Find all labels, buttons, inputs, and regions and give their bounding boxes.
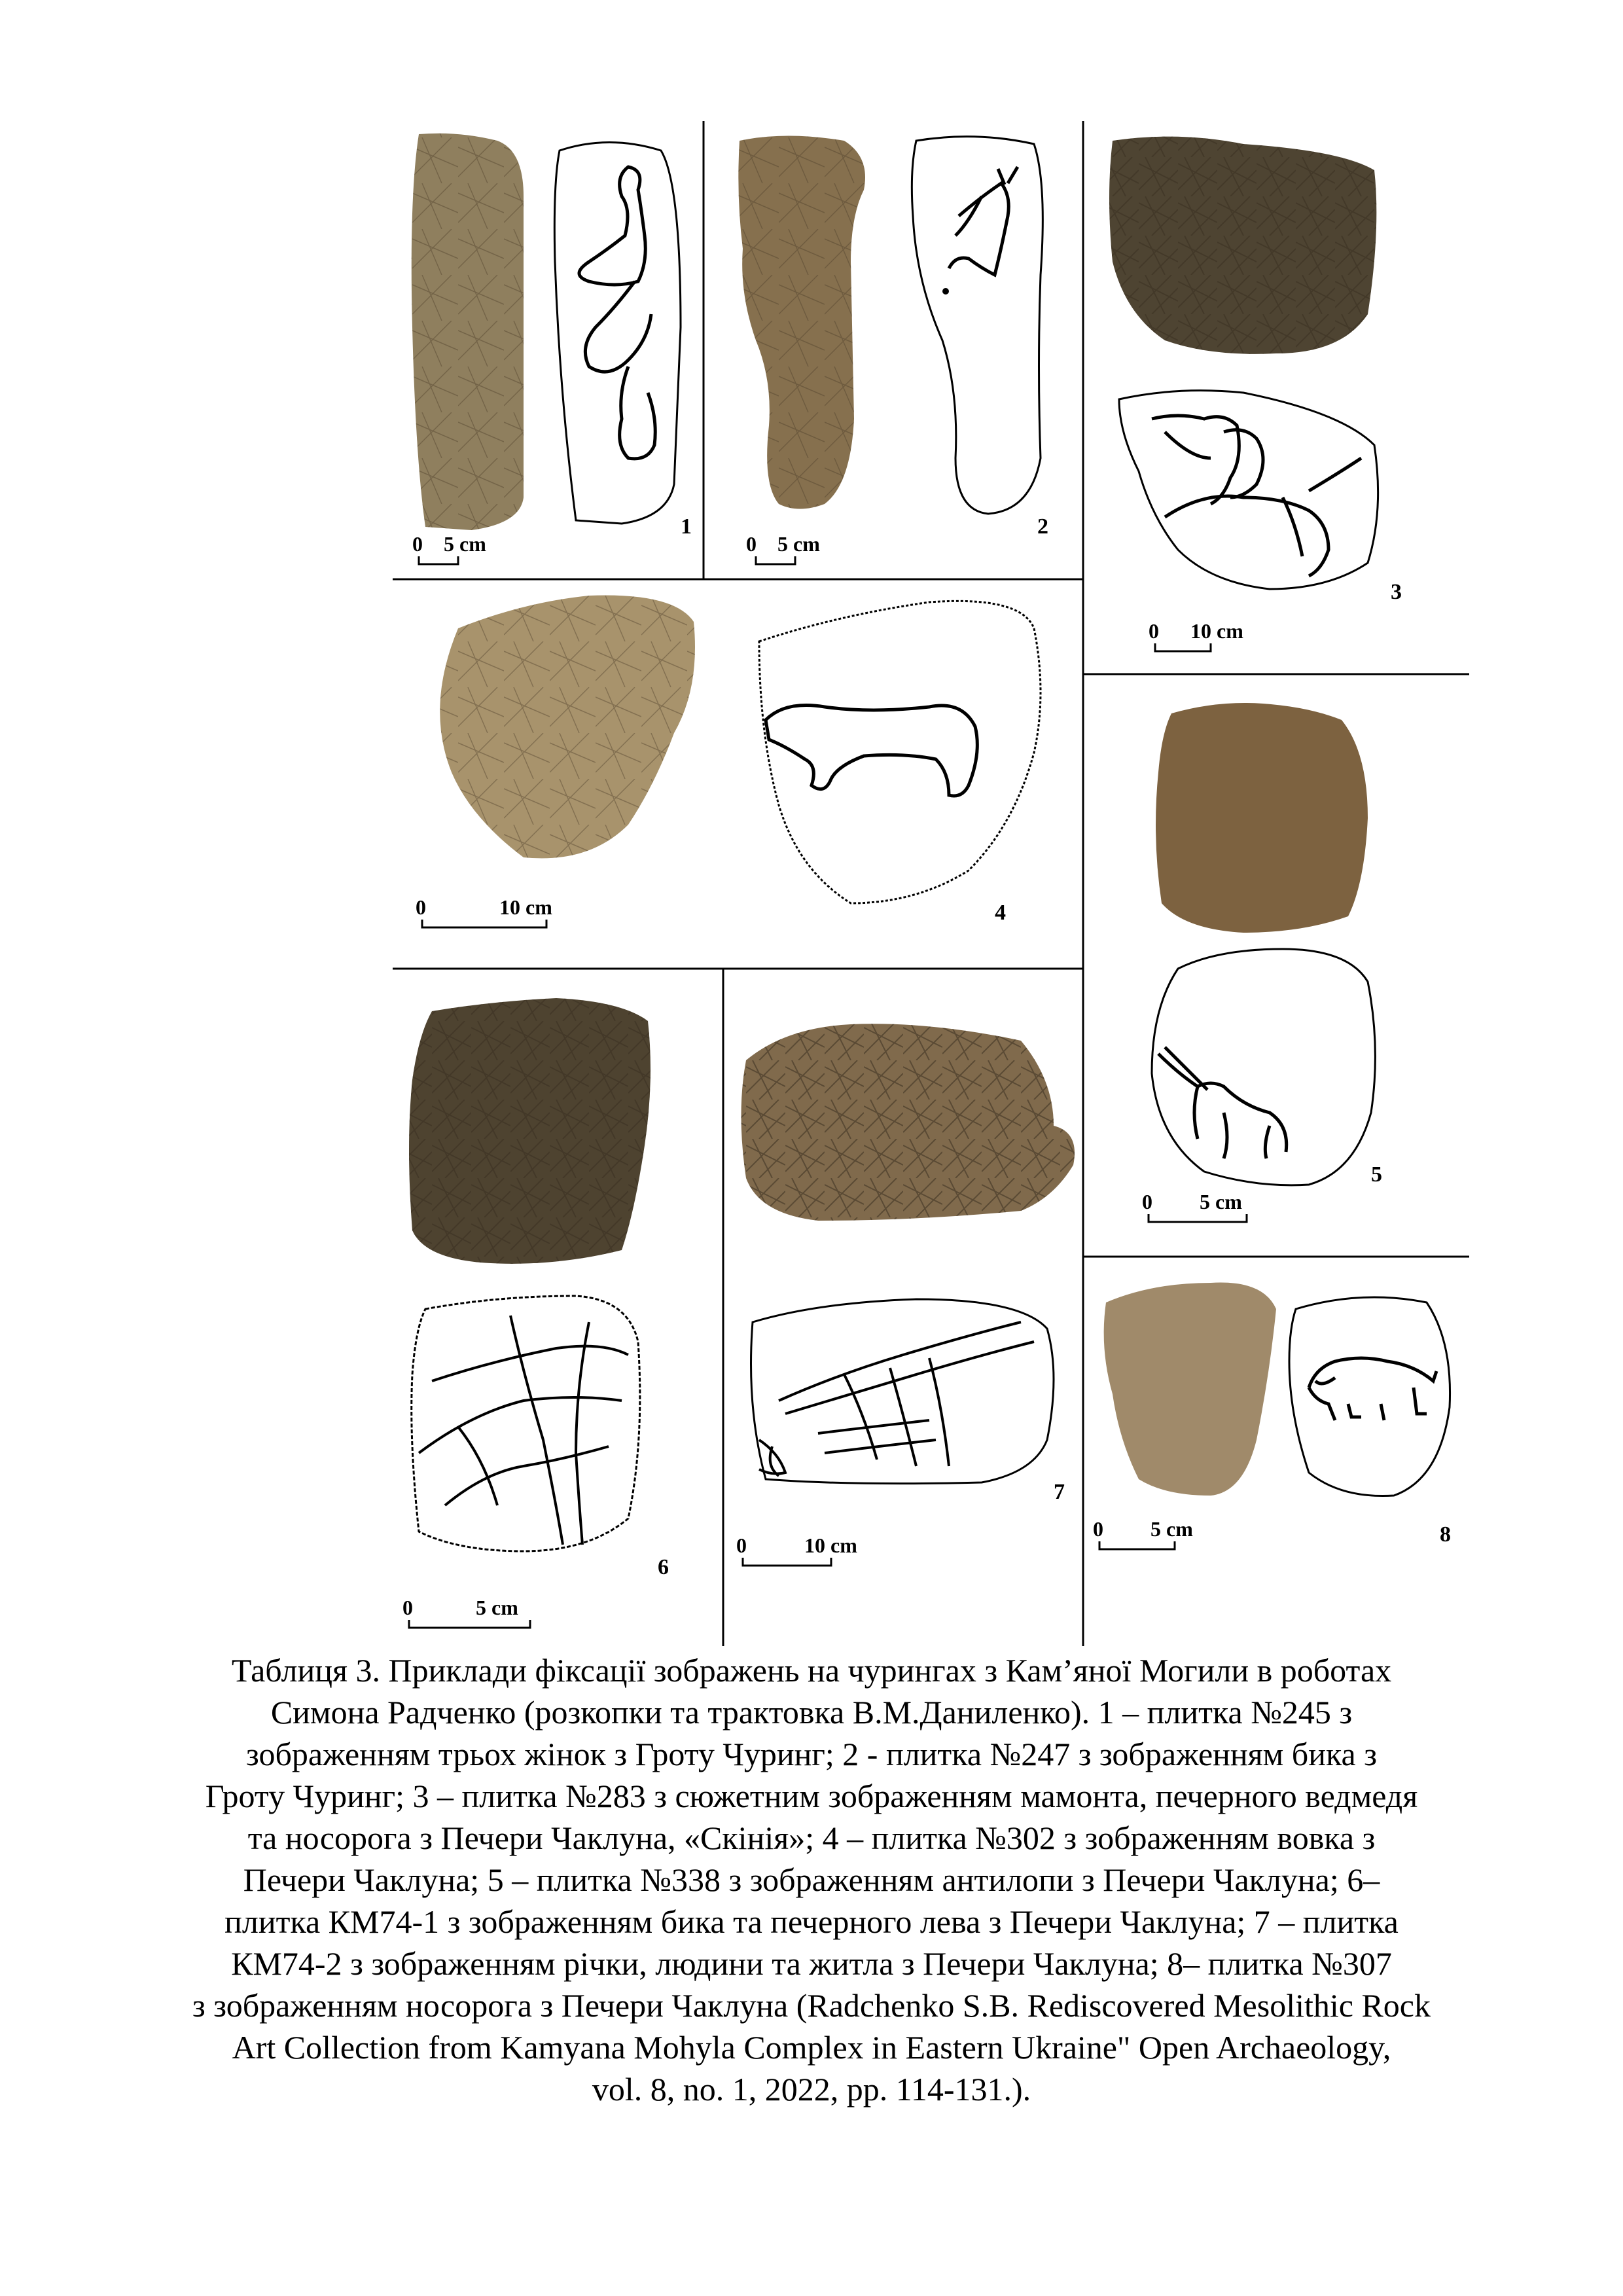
caption-line: зображенням трьох жінок з Гроту Чуринг; 2 - плитка №247 з зображенням бика з (246, 1736, 1377, 1772)
stone-photo-5 (1156, 703, 1368, 933)
scale-bar-1 (419, 556, 458, 564)
panel-4 (422, 596, 1041, 928)
scale-label-4: 0 10 cm (416, 895, 552, 919)
scale-label-5: 0 5 cm (1142, 1190, 1242, 1213)
scale-label-1: 0 5 cm (412, 532, 486, 556)
scale-label-7: 0 10 cm (736, 1534, 857, 1557)
caption-line: Art Collection from Kamyana Mohyla Complex in Eastern Ukraine" Open Archaeology, (232, 2029, 1391, 2066)
caption-line: з зображенням носорога з Печери Чаклуна (Radchenko S.B. Rediscovered Mesolithic Rock (192, 1987, 1431, 2024)
panel-number-7: 7 (1054, 1480, 1065, 1504)
figure-caption (98, 1649, 1525, 2110)
scale-bar-4 (422, 920, 546, 927)
stone-drawing-4 (759, 601, 1041, 903)
panel-2 (738, 136, 1048, 565)
stone-drawing-6 (412, 1296, 640, 1551)
scale-bar-7 (743, 1558, 831, 1566)
scale-bar-3 (1155, 643, 1211, 651)
panel-3 (1109, 137, 1402, 651)
stone-drawing-7 (751, 1299, 1054, 1484)
panel-number-3: 3 (1391, 580, 1402, 604)
scale-label-6: 0 5 cm (402, 1596, 518, 1619)
stone-drawing-1 (554, 143, 681, 524)
stone-drawing-2 (912, 137, 1043, 514)
panel-7 (741, 1024, 1075, 1566)
caption-line: та носорога з Печери Чаклуна, «Скінія»; 4 – плитка №302 з зображенням вовка з (247, 1820, 1376, 1856)
panel-8 (1099, 1283, 1451, 1550)
scale-label-2: 0 5 cm (746, 532, 820, 556)
panel-5 (1149, 703, 1382, 1222)
caption-line: Печери Чаклуна; 5 – плитка №338 з зображенням антилопи з Печери Чаклуна; 6– (243, 1861, 1380, 1898)
scale-bar-5 (1149, 1214, 1247, 1222)
caption-line: Гроту Чуринг; 3 – плитка №283 з сюжетним зображенням мамонта, печерного ведмедя (205, 1778, 1418, 1814)
panel-number-2: 2 (1037, 514, 1048, 539)
scale-bar-8 (1099, 1541, 1175, 1549)
panel-1 (412, 134, 692, 564)
panel-number-4: 4 (995, 901, 1006, 925)
scale-label-3: 0 10 cm (1149, 619, 1243, 643)
caption-line: плитка КМ74-1 з зображенням бика та печерного лева з Печери Чаклуна; 7 – плитка (224, 1903, 1399, 1940)
caption-line: КМ74-2 з зображенням річки, людини та житла з Печери Чаклуна; 8– плитка №307 (231, 1945, 1392, 1982)
panel-number-6: 6 (658, 1555, 669, 1579)
caption-line: Таблиця 3. Приклади фіксації зображень на чурингах з Кам’яної Могили в роботах (231, 1652, 1392, 1689)
panel-number-8: 8 (1440, 1522, 1451, 1547)
stone-photo-8 (1104, 1283, 1276, 1496)
panel-number-1: 1 (681, 514, 692, 539)
scale-label-8: 0 5 cm (1093, 1517, 1193, 1541)
scale-bar-2 (756, 556, 795, 564)
panel-number-5: 5 (1371, 1162, 1382, 1187)
caption-line: vol. 8, no. 1, 2022, pp. 114-131.). (592, 2071, 1031, 2108)
caption-line: Симона Радченко (розкопки та трактовка В.М.Даниленко). 1 – плитка №245 з (270, 1694, 1353, 1731)
scale-bar-6 (409, 1620, 530, 1628)
panel-6 (409, 998, 669, 1628)
